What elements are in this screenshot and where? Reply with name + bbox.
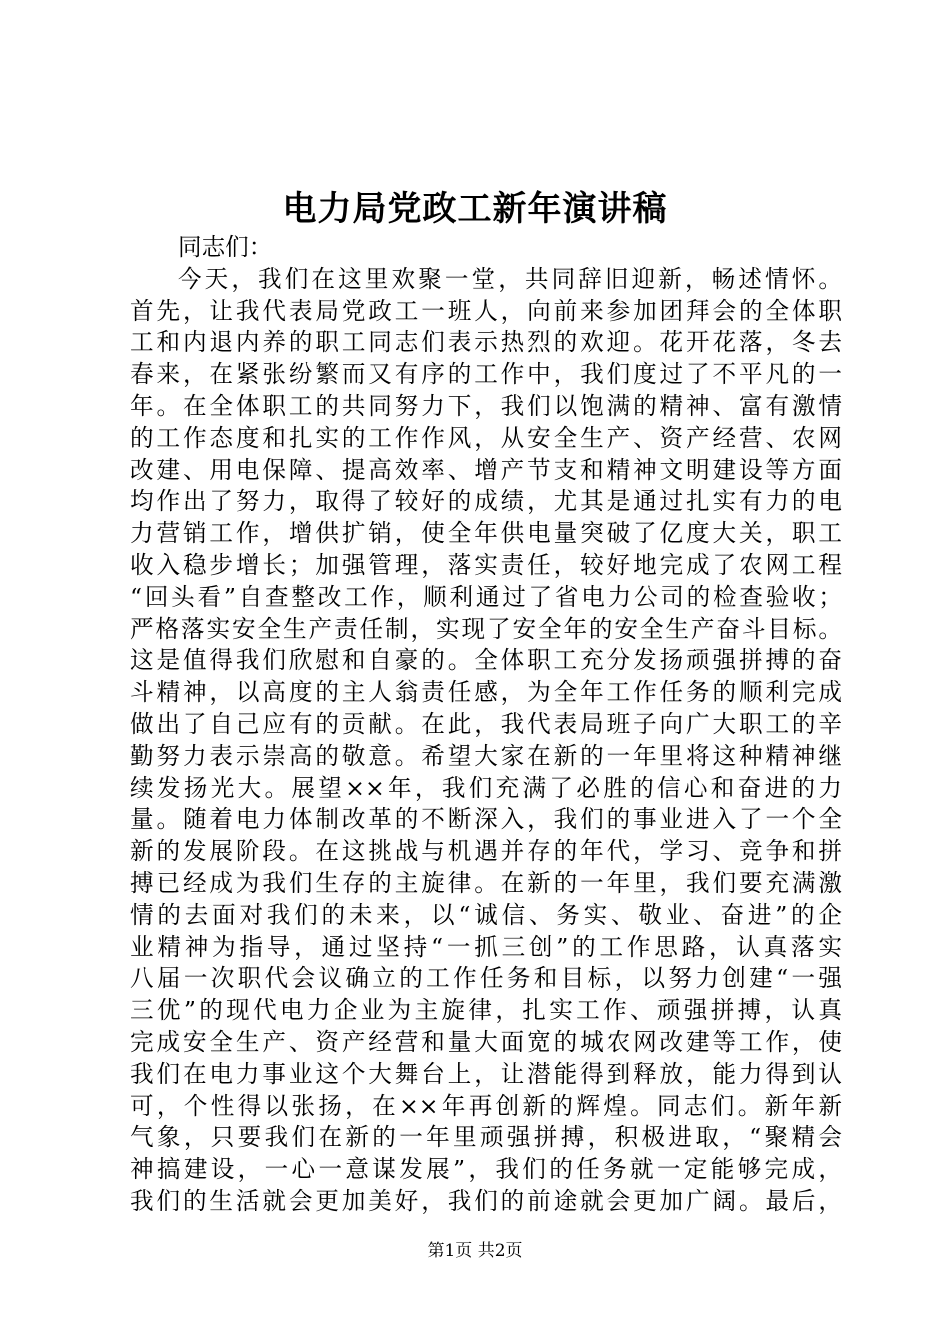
body-line: 我们的生活就会更加美好，我们的前途就会更加广阔。最后， [130,1186,842,1215]
body-line: 续发扬光大。展望××年，我们充满了必胜的信心和奋进的力 [130,773,842,802]
body-line: 工和内退内养的职工同志们表示热烈的欢迎。花开花落，冬去 [130,328,842,357]
body-line: 搏已经成为我们生存的主旋律。在新的一年里，我们要充满激 [130,868,842,897]
body-line: 情的去面对我们的未来，以“诚信、务实、敬业、奋进”的企 [130,900,842,929]
body-line: 今天，我们在这里欢聚一堂，共同辞旧迎新，畅述情怀。 [178,264,842,293]
body-line: 可，个性得以张扬，在××年再创新的辉煌。同志们。新年新 [130,1091,842,1120]
body-line: 做出了自己应有的贡献。在此，我代表局班子向广大职工的辛 [130,709,842,738]
body-line: 首先，让我代表局党政工一班人，向前来参加团拜会的全体职 [130,296,842,325]
body-line: 八届一次职代会议确立的工作任务和目标，以努力创建“一强 [130,964,842,993]
body-line: 改建、用电保障、提高效率、增产节支和精神文明建设等方面 [130,455,842,484]
body-line: 勤努力表示崇高的敬意。希望大家在新的一年里将这种精神继 [130,741,842,770]
body-line: 严格落实安全生产责任制，实现了安全年的安全生产奋斗目标。 [130,614,842,643]
body-line: 年。在全体职工的共同努力下，我们以饱满的精神、富有激情 [130,391,842,420]
body-line: 我们在电力事业这个大舞台上，让潜能得到释放，能力得到认 [130,1059,842,1088]
body-line: 神搞建设，一心一意谋发展”，我们的任务就一定能够完成， [130,1155,842,1184]
salutation-line: 同志们： [178,233,273,261]
body-line: 均作出了努力，取得了较好的成绩，尤其是通过扎实有力的电 [130,487,842,516]
page-number-footer: 第1页 共2页 [427,1241,523,1261]
body-line: 的工作态度和扎实的工作作风，从安全生产、资产经营、农网 [130,423,842,452]
document-body [130,232,842,1218]
body-line: 收入稳步增长；加强管理，落实责任，较好地完成了农网工程 [130,550,842,579]
body-line: 完成安全生产、资产经营和量大面宽的城农网改建等工作，使 [130,1027,842,1056]
body-line: 春来，在紧张纷繁而又有序的工作中，我们度过了不平凡的一 [130,360,842,389]
body-line: 斗精神，以高度的主人翁责任感，为全年工作任务的顺利完成 [130,678,842,707]
body-line: 量。随着电力体制改革的不断深入，我们的事业进入了一个全 [130,805,842,834]
body-line: 新的发展阶段。在这挑战与机遇并存的年代，学习、竞争和拼 [130,837,842,866]
body-line: 三优”的现代电力企业为主旋律，扎实工作、顽强拼搏，认真 [130,996,842,1025]
body-line: 力营销工作，增供扩销，使全年供电量突破了亿度大关，职工 [130,519,842,548]
document-title: 电力局党政工新年演讲稿 [282,189,668,229]
body-line: “回头看”自查整改工作，顺利通过了省电力公司的检查验收； [130,582,842,611]
body-line: 气象，只要我们在新的一年里顽强拼搏，积极进取，“聚精会 [130,1123,842,1152]
body-line: 这是值得我们欣慰和自豪的。全体职工充分发扬顽强拼搏的奋 [130,646,842,675]
body-line: 业精神为指导，通过坚持“一抓三创”的工作思路，认真落实 [130,932,842,961]
